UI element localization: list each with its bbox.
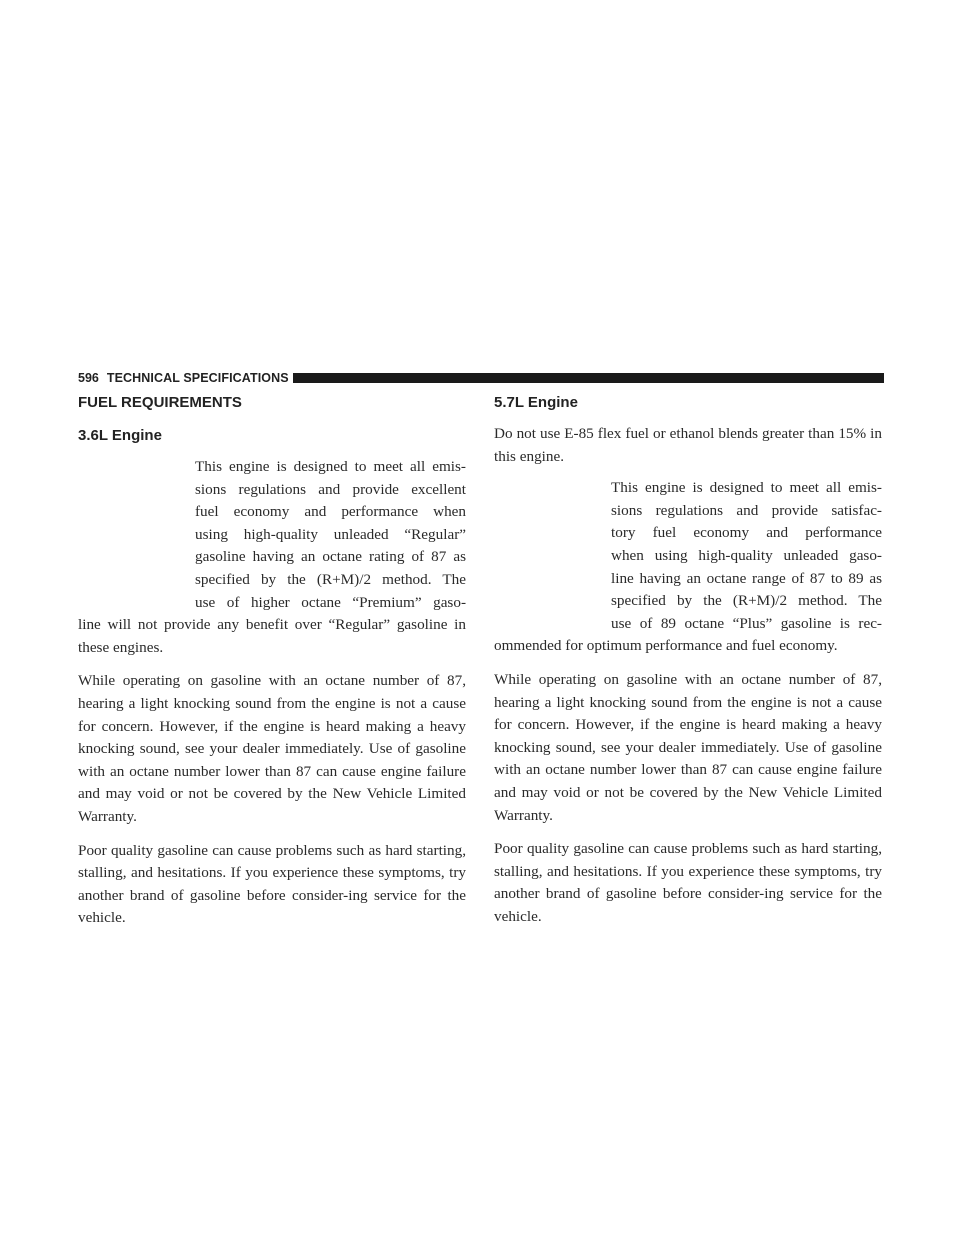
page-header bbox=[78, 369, 884, 387]
text-line: ommended for optimum performance and fuel economy. bbox=[494, 637, 838, 655]
paragraph-poor-quality: Poor quality gasoline can cause problems such as hard starting, stalling, and hesitations. If you experience these symptoms, try another brand of gasoline before consider-ing service for the vehicle. bbox=[494, 840, 882, 925]
text-line: tory fuel economy and performance bbox=[611, 524, 882, 542]
heading-3-6l-engine: 3.6L Engine bbox=[78, 427, 162, 444]
paragraph-knocking: While operating on gasoline with an octane number of 87, hearing a light knocking sound from the engine is not a cause for concern. However, if the engine is heard making a heavy knocking sound, see your dealer immediately. Use of gasoline with an octane number lower than 87 can cause engine failure and may void or not be covered by the New Vehicle Limited Warranty. bbox=[494, 670, 882, 824]
text-line: when using high-quality unleaded gaso- bbox=[611, 546, 882, 564]
right-column bbox=[494, 393, 882, 928]
text-line: line having an octane range of 87 to 89 as bbox=[611, 569, 882, 587]
text-line: This engine is designed to meet all emis- bbox=[195, 458, 466, 475]
heading-5-7l-engine: 5.7L Engine bbox=[494, 394, 578, 411]
text-line: using high-quality unleaded “Regular” bbox=[195, 525, 466, 543]
text-line: specified by the (R+M)/2 method. The bbox=[611, 592, 882, 610]
paragraph-e85: Do not use E-85 flex fuel or ethanol blends greater than 15% in this engine. bbox=[494, 425, 882, 465]
text-line: line will not provide any benefit over “Regular” gasoline in these engines. bbox=[78, 616, 466, 656]
left-column bbox=[78, 393, 466, 930]
text-line: use of higher octane “Premium” gaso- bbox=[195, 593, 466, 611]
text-line: use of 89 octane “Plus” gasoline is rec- bbox=[611, 614, 882, 632]
text-line: This engine is designed to meet all emis- bbox=[611, 479, 882, 497]
heading-fuel-requirements: FUEL REQUIREMENTS bbox=[78, 394, 242, 411]
text-line: sions regulations and provide excellent bbox=[195, 480, 466, 498]
paragraph-knocking: While operating on gasoline with an octane number of 87, hearing a light knocking sound from the engine is not a cause for concern. However, if the engine is heard making a heavy knocking sound, see your dealer immediately. Use of gasoline with an octane number lower than 87 can cause engine failure and may void or not be covered by the New Vehicle Limited Warranty. bbox=[78, 672, 466, 825]
paragraph-poor-quality: Poor quality gasoline can cause problems such as hard starting, stalling, and hesitations. If you experience these symptoms, try another brand of gasoline before consider-ing service for the vehicle. bbox=[78, 841, 466, 927]
text-line: specified by the (R+M)/2 method. The bbox=[195, 570, 466, 588]
section-title: TECHNICAL SPECIFICATIONS bbox=[106, 371, 289, 385]
warning-wrap-paragraph-3-6l bbox=[78, 456, 466, 659]
warning-wrap-paragraph-5-7l bbox=[494, 477, 882, 658]
text-line: fuel economy and performance when bbox=[195, 503, 466, 521]
page-number: 596 bbox=[78, 371, 99, 385]
text-line: sions regulations and provide satisfac- bbox=[611, 501, 882, 519]
header-rule bbox=[293, 373, 884, 383]
text-line: gasoline having an octane rating of 87 as bbox=[195, 548, 466, 566]
